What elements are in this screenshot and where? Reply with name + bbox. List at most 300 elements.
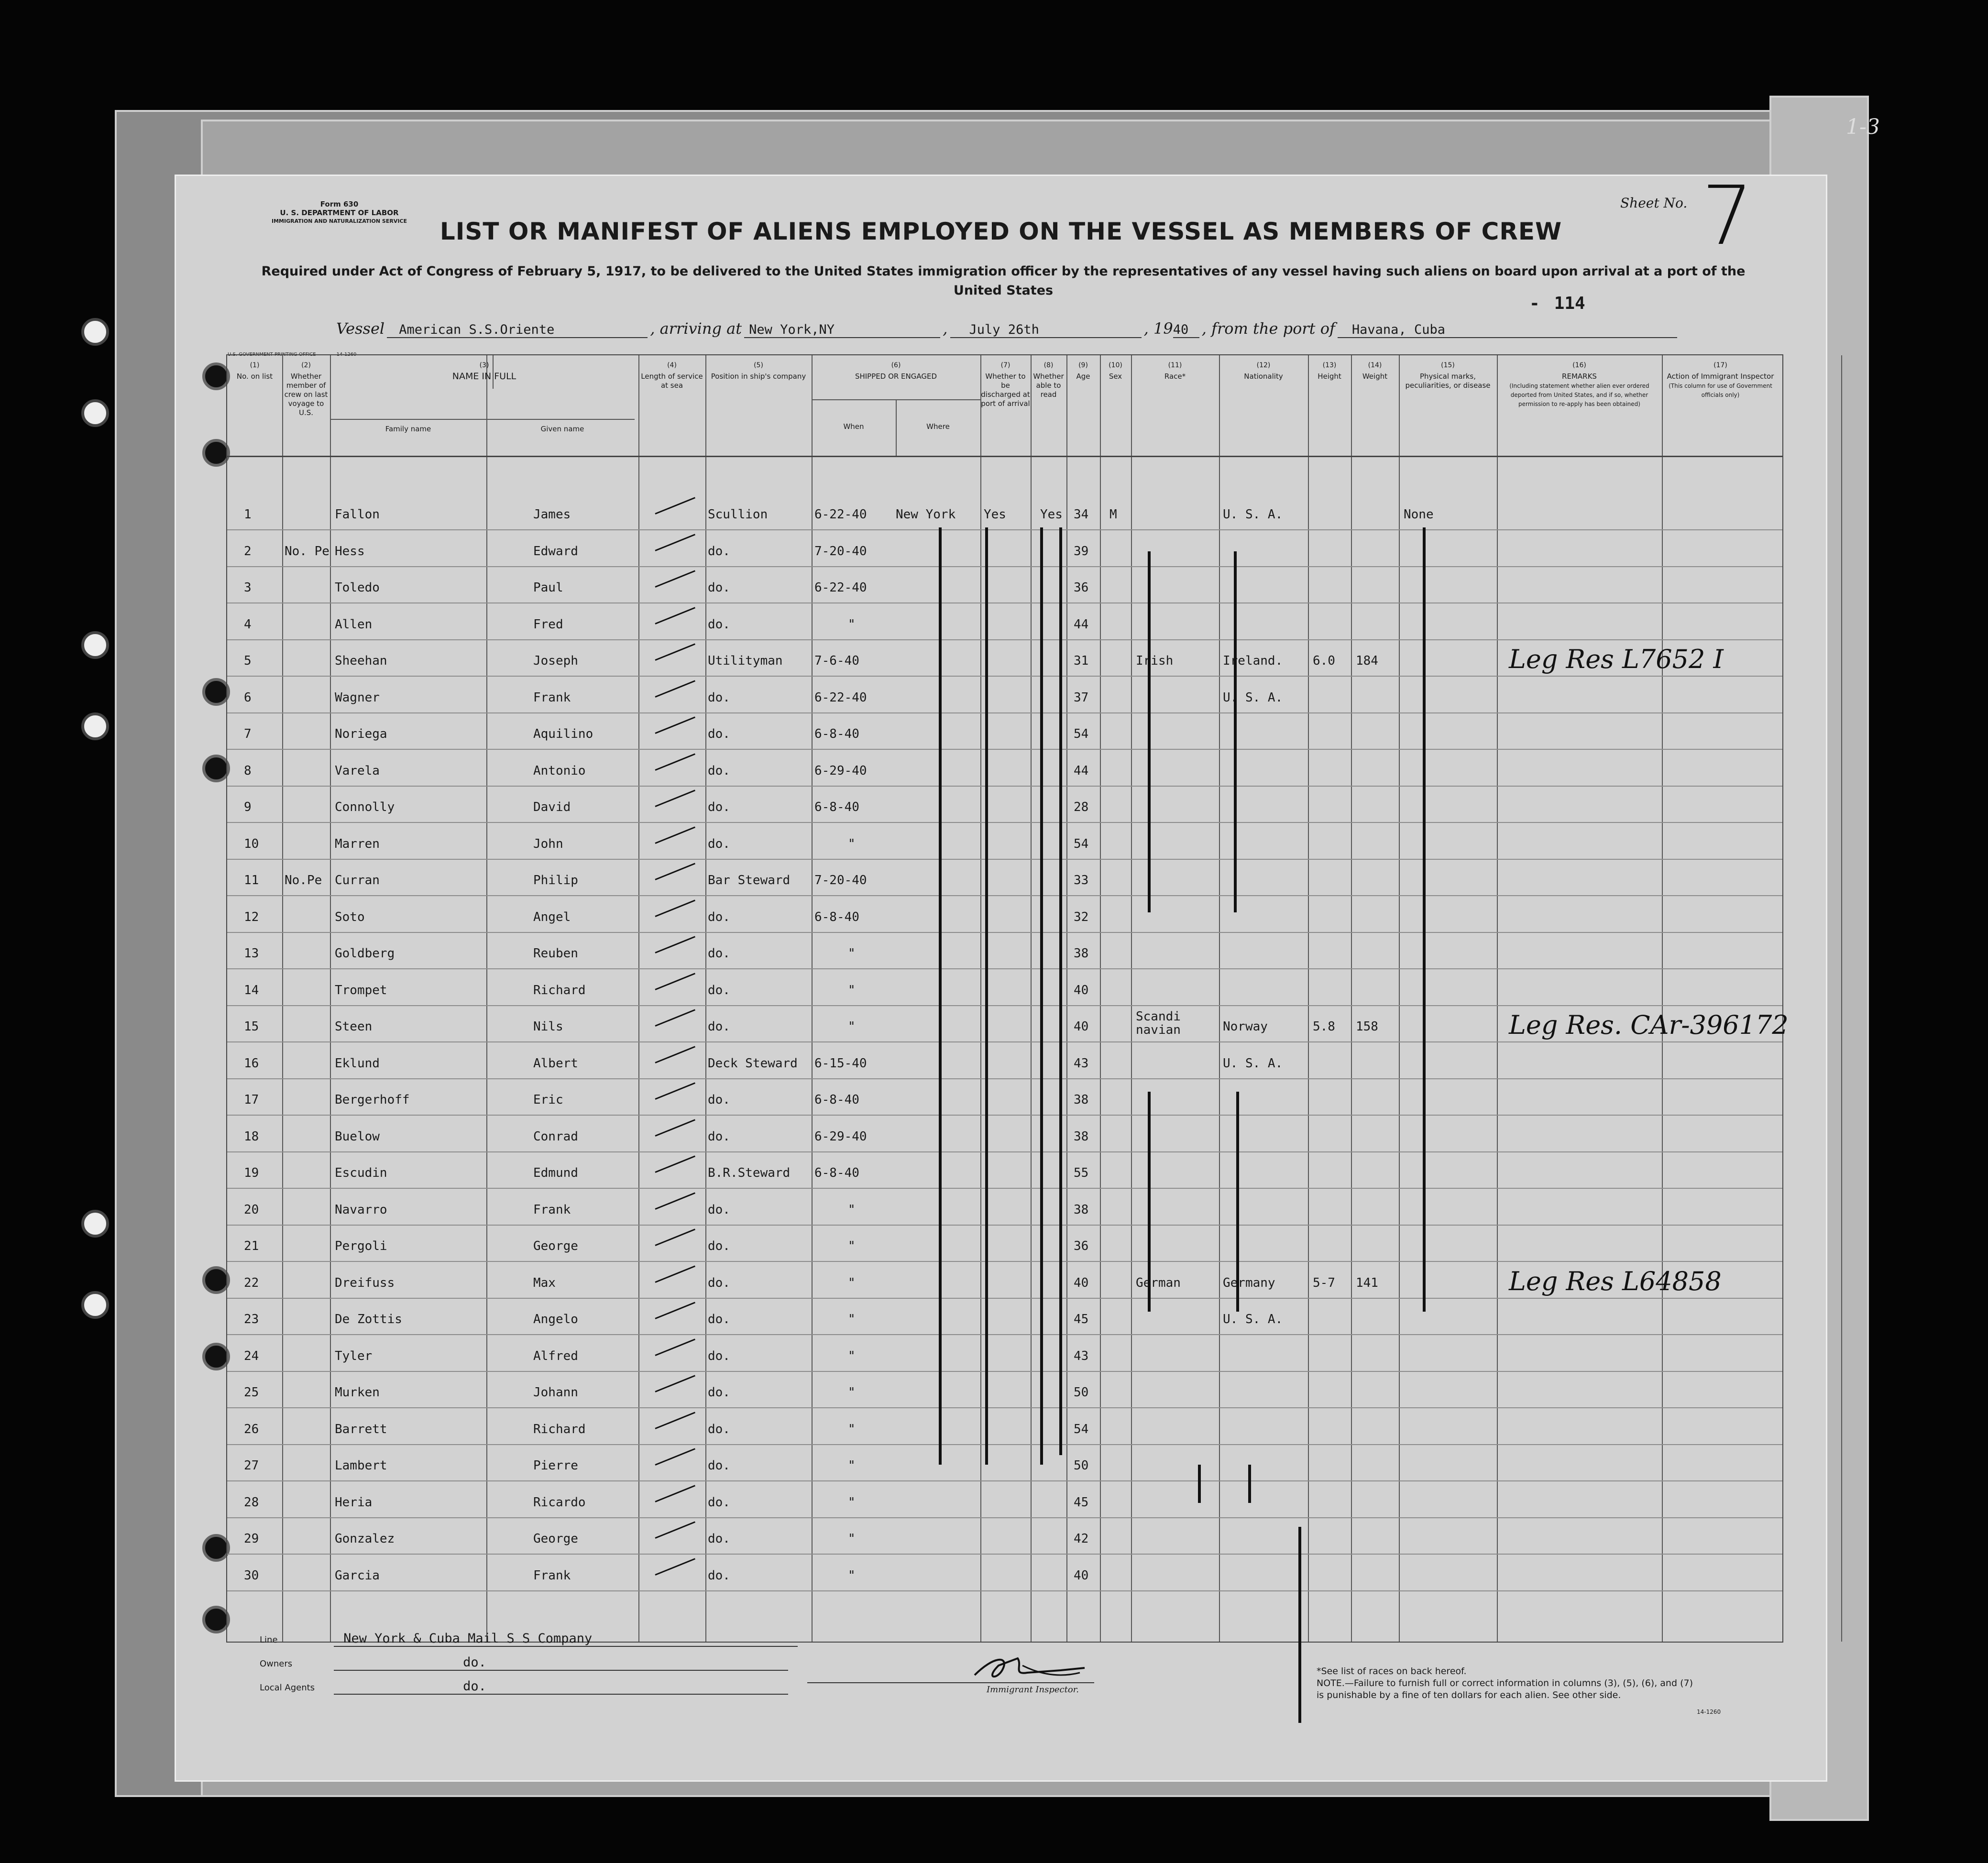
ditto-line	[1234, 551, 1237, 912]
service-tick-mark	[655, 1155, 695, 1173]
position: Bar Steward	[708, 873, 791, 888]
shipped-when: 6-8-40	[814, 727, 859, 741]
nationality: Germany	[1223, 1275, 1275, 1290]
table-row-rule	[227, 1151, 1782, 1152]
given-name: Joseph	[533, 654, 578, 668]
service-tick-mark	[655, 1485, 695, 1502]
prev-voyage: No. Pe	[285, 544, 330, 559]
row-number: 15	[244, 1019, 259, 1034]
shipped-when: "	[848, 1275, 856, 1290]
shipped-when: 6-22-40	[814, 507, 867, 522]
punch-hole	[81, 712, 109, 740]
row-number: 11	[244, 873, 259, 888]
position: Utilityman	[708, 654, 783, 668]
position: do.	[708, 1458, 730, 1473]
given-name: Richard	[533, 1422, 586, 1436]
family-name: Trompet	[335, 983, 387, 997]
voyage-line: Vessel American S.S.Oriente , arriving at New York,NY , July 26th , 1940 , from the port of Havana, Cuba	[336, 319, 1677, 338]
col-number: (12)	[1256, 362, 1271, 369]
position: do.	[708, 1019, 730, 1034]
family-name: Sheehan	[335, 654, 387, 668]
row-number: 8	[244, 763, 252, 778]
page-title: LIST OR MANIFEST OF ALIENS EMPLOYED ON THE VESSEL AS MEMBERS OF CREW	[439, 218, 1562, 245]
family-name: Heria	[335, 1495, 373, 1510]
row-number: 30	[244, 1568, 259, 1583]
family-name: Allen	[335, 617, 373, 632]
row-number: 4	[244, 617, 252, 632]
table-row-rule	[227, 1334, 1782, 1335]
shipped-when: 7-20-40	[814, 873, 867, 888]
owners-value: do.	[334, 1655, 788, 1671]
service-tick-mark	[655, 1448, 695, 1465]
given-name: Conrad	[533, 1129, 578, 1144]
action-note: (This column for use of Government officials only)	[1669, 383, 1772, 398]
row-number: 7	[244, 727, 252, 741]
shipped-when: 6-15-40	[814, 1056, 867, 1071]
age: 40	[1074, 1019, 1089, 1034]
service-tick-mark	[655, 1558, 695, 1575]
prev-voyage: No.Pe	[285, 873, 322, 888]
row-number: 6	[244, 690, 252, 705]
position: do.	[708, 1348, 730, 1363]
age: 50	[1074, 1385, 1089, 1400]
ditto-line	[1148, 551, 1151, 912]
given-name: Reuben	[533, 946, 578, 961]
weight: 184	[1356, 654, 1378, 668]
ditto-line	[1236, 1092, 1239, 1312]
punch-hole	[81, 1291, 109, 1319]
given-name: Ricardo	[533, 1495, 586, 1510]
family-name: Lambert	[335, 1458, 387, 1473]
table-row-rule	[227, 1554, 1782, 1555]
owners-label: Owners	[260, 1659, 293, 1669]
crew-table	[226, 354, 1789, 1643]
col-header-shipped	[812, 361, 980, 381]
sex: M	[1109, 507, 1117, 522]
age: 36	[1074, 1239, 1089, 1253]
col-label: Position in ship's company	[711, 372, 806, 381]
col-divider	[980, 355, 981, 1642]
age: 40	[1074, 1275, 1089, 1290]
col-header-prev-voyage	[282, 361, 330, 417]
arrival-year: 40	[1173, 322, 1199, 338]
age: 34	[1074, 507, 1089, 522]
shipped-when: "	[848, 1202, 856, 1217]
service-tick-mark	[655, 534, 695, 551]
discharged: Yes	[984, 507, 1006, 522]
col-header-action	[1662, 361, 1779, 399]
family-name: Barrett	[335, 1422, 387, 1436]
row-number: 14	[244, 983, 259, 997]
given-name: Frank	[533, 1568, 571, 1583]
ditto-line	[985, 527, 988, 1465]
shipped-when: 7-6-40	[814, 654, 859, 668]
table-row-rule	[227, 1590, 1782, 1591]
given-name: George	[533, 1239, 578, 1253]
sheet-number: 7	[1702, 169, 1754, 263]
table-row-rule	[227, 968, 1782, 969]
service-tick-mark	[655, 936, 695, 953]
vessel-name: American S.S.Oriente	[387, 322, 648, 338]
table-row-rule	[227, 1041, 1782, 1042]
age: 33	[1074, 873, 1089, 888]
penalty-note: NOTE.—Failure to furnish full or correct information in columns (3), (5), (6), and (7) is punishable by a fine of ten dollars for each alien. See other side.	[1317, 1678, 1693, 1700]
page-number: - 114	[1529, 294, 1585, 313]
col-divider	[1841, 355, 1842, 1642]
position: do.	[708, 1275, 730, 1290]
col-label: Whether member of crew on last voyage to U.S.	[284, 372, 328, 417]
family-name: Noriega	[335, 727, 387, 741]
col-header-age	[1066, 361, 1100, 381]
col-subheader-given: Given name	[540, 425, 584, 433]
col-number: (17)	[1713, 362, 1727, 369]
given-name: Eric	[533, 1093, 563, 1107]
col-header-sex	[1100, 361, 1131, 381]
page-mark: 1-3	[1846, 115, 1880, 139]
col-label: Height	[1318, 372, 1341, 381]
row-number: 21	[244, 1239, 259, 1253]
given-name: Edmund	[533, 1166, 578, 1180]
position: do.	[708, 1202, 730, 1217]
table-row-rule	[227, 1407, 1782, 1408]
remarks-handwritten: Leg Res L64858	[1509, 1266, 1722, 1296]
service-tick-mark	[655, 607, 695, 624]
footer-code: 14-1260	[1697, 1709, 1721, 1715]
family-name: Eklund	[335, 1056, 380, 1071]
age: 54	[1074, 1422, 1089, 1436]
table-row-rule	[227, 1005, 1782, 1006]
row-number: 9	[244, 800, 252, 814]
shipped-when: 6-22-40	[814, 690, 867, 705]
row-number: 24	[244, 1348, 259, 1363]
col-number: (1)	[250, 362, 260, 369]
age: 31	[1074, 654, 1089, 668]
table-row-rule	[227, 932, 1782, 933]
from-label: , from the port of	[1201, 319, 1335, 338]
age: 40	[1074, 1568, 1089, 1583]
col-label: Whether able to read	[1033, 372, 1064, 399]
shipped-when: "	[848, 1385, 856, 1400]
printer-code: 14-1260	[336, 352, 357, 357]
given-name: James	[533, 507, 571, 522]
form-number: Form 630	[320, 200, 359, 208]
weight: 141	[1356, 1275, 1378, 1290]
row-number: 23	[244, 1312, 259, 1326]
family-name: Tyler	[335, 1348, 373, 1363]
col-number: (10)	[1109, 362, 1122, 369]
col-header-service	[638, 361, 705, 390]
position: do.	[708, 1239, 730, 1253]
family-name: Escudin	[335, 1166, 387, 1180]
col-subheader-family: Family name	[385, 425, 431, 433]
departure-port: Havana, Cuba	[1338, 322, 1677, 338]
shipped-when: "	[848, 1422, 856, 1436]
row-number: 19	[244, 1166, 259, 1180]
service-tick-mark	[655, 973, 695, 990]
family-name: Garcia	[335, 1568, 380, 1583]
col-subheader-when: When	[843, 422, 864, 431]
shipped-when: "	[848, 1495, 856, 1510]
service-tick-mark	[655, 789, 695, 807]
col-number: (7)	[1000, 362, 1010, 369]
remarks-note: (Including statement whether alien ever ordered deported from United States, and if so, whether permission to re-apply has been obtained)	[1509, 383, 1649, 407]
given-name: Fred	[533, 617, 563, 632]
col-header-weight	[1351, 361, 1399, 381]
row-number: 17	[244, 1093, 259, 1107]
age: 40	[1074, 983, 1089, 997]
family-name: Dreifuss	[335, 1275, 395, 1290]
position: do.	[708, 946, 730, 961]
arrival-port: New York,NY	[744, 322, 940, 338]
position: do.	[708, 1568, 730, 1583]
position: do.	[708, 1093, 730, 1107]
shipped-where: New York	[896, 507, 956, 522]
given-name: Alfred	[533, 1348, 578, 1363]
nationality: U. S. A.	[1223, 1312, 1283, 1326]
given-name: Frank	[533, 690, 571, 705]
col-header-discharged	[980, 361, 1031, 408]
row-number: 2	[244, 544, 252, 559]
given-name: Edward	[533, 544, 578, 559]
age: 45	[1074, 1312, 1089, 1326]
race: German	[1136, 1275, 1181, 1290]
age: 38	[1074, 1093, 1089, 1107]
given-name: Aquilino	[533, 727, 593, 741]
table-row-rule	[227, 566, 1782, 567]
position: do.	[708, 617, 730, 632]
ditto-line	[1423, 527, 1426, 1312]
manifest-sheet	[175, 169, 1827, 1782]
age: 38	[1074, 1202, 1089, 1217]
table-row-rule	[227, 1371, 1782, 1372]
age: 54	[1074, 727, 1089, 741]
row-number: 3	[244, 581, 252, 595]
service-tick-mark	[655, 643, 695, 660]
col-number: (15)	[1441, 362, 1455, 369]
col-divider	[1100, 355, 1101, 1642]
ditto-line	[1059, 527, 1062, 1455]
col-label: SHIPPED OR ENGAGED	[855, 372, 937, 381]
row-number: 1	[244, 507, 252, 522]
shipped-when: 6-8-40	[814, 800, 859, 814]
shipped-when: "	[848, 1458, 856, 1473]
col-divider	[705, 355, 706, 1642]
family-name: Varela	[335, 763, 380, 778]
col-number: (13)	[1322, 362, 1337, 369]
sheet-label: Sheet No.	[1620, 195, 1688, 211]
footer-line-row	[260, 1631, 798, 1647]
family-name: Pergoli	[335, 1239, 387, 1253]
age: 39	[1074, 544, 1089, 559]
ditto-line	[1148, 1092, 1151, 1312]
col-divider	[812, 355, 813, 1642]
col-number: (4)	[667, 362, 677, 369]
physical-marks: None	[1404, 507, 1434, 522]
position: do.	[708, 1129, 730, 1144]
punch-hole	[81, 399, 109, 427]
position: do.	[708, 910, 730, 924]
shipped-when: "	[848, 617, 856, 632]
given-name: Nils	[533, 1019, 563, 1034]
family-name: Toledo	[335, 581, 380, 595]
inspector-signature-line	[807, 1682, 1094, 1683]
given-name: Johann	[533, 1385, 578, 1400]
table-row-rule	[227, 1225, 1782, 1226]
family-name: Fallon	[335, 507, 380, 522]
line-value: New York & Cuba Mail S S Company	[334, 1631, 798, 1647]
age: 28	[1074, 800, 1089, 814]
service-tick-mark	[655, 1009, 695, 1026]
family-name: Soto	[335, 910, 365, 924]
position: do.	[708, 581, 730, 595]
ditto-line	[939, 527, 942, 1465]
department-name: U. S. DEPARTMENT OF LABOR	[280, 208, 399, 217]
col-label: Length of service at sea	[641, 372, 703, 390]
table-row-rule	[227, 895, 1782, 896]
col-number: (8)	[1043, 362, 1054, 369]
footer-agents-row	[260, 1679, 788, 1695]
shipped-when: 6-8-40	[814, 1093, 859, 1107]
family-name: Steen	[335, 1019, 373, 1034]
remarks-handwritten: Leg Res L7652 I	[1509, 644, 1724, 674]
col-header-nationality	[1219, 361, 1308, 381]
row-number: 13	[244, 946, 259, 961]
shipped-when: "	[848, 946, 856, 961]
family-name: Marren	[335, 836, 380, 851]
shipped-when: "	[848, 1019, 856, 1034]
service-tick-mark	[655, 753, 695, 770]
nationality: U. S. A.	[1223, 507, 1283, 522]
col-number: (3)	[479, 362, 489, 369]
inspector-label: Immigrant Inspector.	[987, 1685, 1079, 1695]
shipped-when: "	[848, 1239, 856, 1253]
col-header-read	[1031, 361, 1066, 399]
position: do.	[708, 800, 730, 814]
age: 55	[1074, 1166, 1089, 1180]
col-number: (11)	[1168, 362, 1182, 369]
col-divider	[1031, 355, 1032, 1642]
service-tick-mark	[655, 1375, 695, 1392]
table-row-rule	[227, 749, 1782, 750]
shipped-when: 6-29-40	[814, 763, 867, 778]
shipped-when: "	[848, 1312, 856, 1326]
age: 45	[1074, 1495, 1089, 1510]
age: 44	[1074, 617, 1089, 632]
service-tick-mark	[655, 1046, 695, 1063]
family-name: Buelow	[335, 1129, 380, 1144]
row-number: 20	[244, 1202, 259, 1217]
table-row-rule	[227, 1444, 1782, 1445]
footer-owners-row	[260, 1655, 788, 1671]
col-header-position	[705, 361, 812, 381]
position: do.	[708, 1532, 730, 1546]
row-number: 16	[244, 1056, 259, 1071]
able-to-read: Yes	[1040, 507, 1063, 522]
row-number: 22	[244, 1275, 259, 1290]
age: 38	[1074, 1129, 1089, 1144]
line-label: Line	[260, 1635, 278, 1645]
col-label: NAME IN FULL	[452, 371, 516, 382]
given-name: Richard	[533, 983, 586, 997]
position: do.	[708, 1422, 730, 1436]
ditto-line	[1298, 1527, 1301, 1723]
col-label: Action of Immigrant Inspector	[1667, 372, 1774, 381]
given-name: Antonio	[533, 763, 586, 778]
col-number: (6)	[891, 362, 901, 369]
shipped-when: "	[848, 1568, 856, 1583]
shipped-when: 6-8-40	[814, 1166, 859, 1180]
punch-hole	[81, 318, 109, 346]
table-row-rule	[227, 859, 1782, 860]
given-name: George	[533, 1532, 578, 1546]
table-row-rule	[227, 1078, 1782, 1079]
col-divider	[486, 355, 487, 1642]
given-name: Max	[533, 1275, 556, 1290]
table-row-rule	[227, 822, 1782, 823]
col-divider	[1308, 355, 1309, 1642]
table-row-rule	[227, 676, 1782, 677]
col-label: Race*	[1164, 372, 1186, 381]
position: do.	[708, 1495, 730, 1510]
family-name: Wagner	[335, 690, 380, 705]
service-tick-mark	[655, 1192, 695, 1209]
shipped-when: 7-20-40	[814, 544, 867, 559]
service-tick-mark	[655, 1412, 695, 1429]
col-subheader-where: Where	[926, 422, 950, 431]
given-name: Angel	[533, 910, 571, 924]
table-row-rule	[227, 1115, 1782, 1116]
family-name: Bergerhoff	[335, 1093, 410, 1107]
service-tick-mark	[655, 1265, 695, 1282]
agents-value: do.	[334, 1679, 788, 1695]
punch-hole	[81, 1210, 109, 1238]
race-note: *See list of races on back hereof.	[1317, 1666, 1467, 1677]
row-number: 12	[244, 910, 259, 924]
nationality: Norway	[1223, 1019, 1268, 1034]
weight: 158	[1356, 1019, 1378, 1034]
col-label: Nationality	[1244, 372, 1283, 381]
position: Scullion	[708, 507, 768, 522]
age: 37	[1074, 690, 1089, 705]
col-divider	[1219, 355, 1220, 1642]
age: 54	[1074, 836, 1089, 851]
row-number: 25	[244, 1385, 259, 1400]
col-divider	[638, 355, 639, 1642]
service-tick-mark	[655, 1521, 695, 1538]
nationality: U. S. A.	[1223, 1056, 1283, 1071]
col-number: (9)	[1078, 362, 1088, 369]
table-row-rule	[227, 1261, 1782, 1262]
shipped-when: 6-8-40	[814, 910, 859, 924]
height: 5.8	[1313, 1019, 1335, 1034]
col-label: Age	[1076, 372, 1090, 381]
header-divider	[330, 419, 635, 420]
punch-hole	[81, 631, 109, 659]
col-label: REMARKS	[1562, 372, 1597, 381]
service-name: IMMIGRATION AND NATURALIZATION SERVICE	[272, 218, 407, 224]
position: do.	[708, 836, 730, 851]
row-number: 29	[244, 1532, 259, 1546]
row-number: 18	[244, 1129, 259, 1144]
col-label: Whether to be discharged at port of arrival	[981, 372, 1030, 408]
table-row-rule	[227, 1480, 1782, 1481]
row-number: 28	[244, 1495, 259, 1510]
table-row-rule	[227, 712, 1782, 713]
family-name: Curran	[335, 873, 380, 888]
col-header-height	[1308, 361, 1351, 381]
height: 5-7	[1313, 1275, 1335, 1290]
row-number: 27	[244, 1458, 259, 1473]
